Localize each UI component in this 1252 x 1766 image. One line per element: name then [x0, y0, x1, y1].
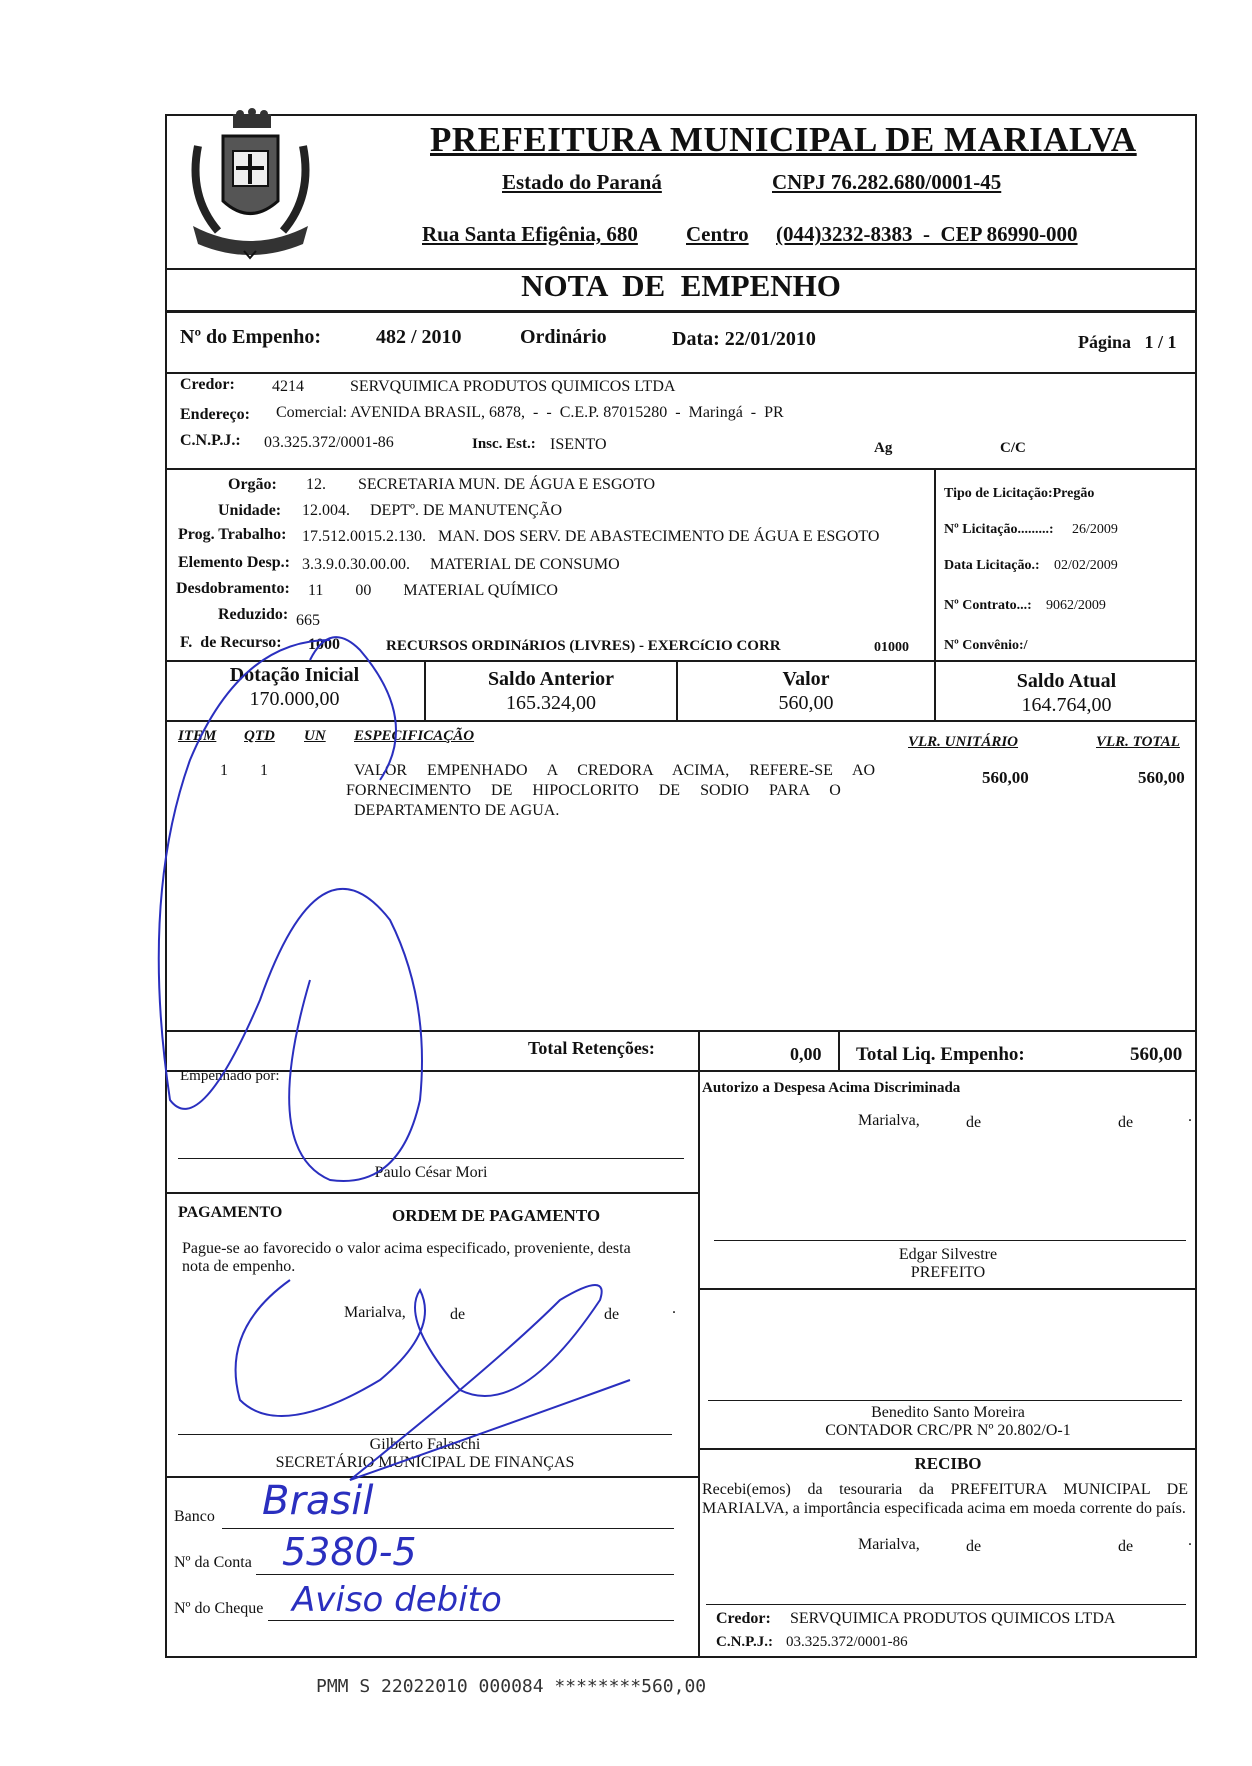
tipo-licitacao: Tipo de Licitação:Pregão: [944, 486, 1095, 501]
elemento-value: 3.3.9.0.30.00.00. MATERIAL DE CONSUMO: [302, 556, 620, 573]
fonte-description: RECURSOS ORDINáRIOS (LIVRES) - EXERCíCIO CORR: [386, 638, 781, 654]
conta-handwritten: 5380-5: [282, 1530, 417, 1574]
municipality-title: PREFEITURA MUNICIPAL DE MARIALVA: [430, 120, 1137, 159]
signer-finance-role: SECRETÁRIO MUNICIPAL DE FINANÇAS: [275, 1454, 575, 1471]
recibo-date-de2: de: [1118, 1538, 1134, 1555]
col-qtd: QTD: [244, 728, 275, 744]
desdobramento-value: 11 00 MATERIAL QUÍMICO: [308, 582, 558, 599]
col-specification: ESPECIFICAÇÃO: [354, 728, 475, 744]
orgao-value: 12. SECRETARIA MUN. DE ÁGUA E ESGOTO: [306, 476, 656, 493]
right-date-de1: de: [966, 1114, 982, 1131]
recibo-credor-label: Credor:: [716, 1610, 771, 1627]
prefeito-name: Edgar Silvestre: [898, 1246, 998, 1263]
unidade-label: Unidade:: [218, 502, 282, 519]
cheque-label: Nº do Cheque: [174, 1600, 264, 1617]
autorizo-text: Autorizo a Despesa Acima Discriminada: [702, 1080, 961, 1096]
insc-value: ISENTO: [550, 436, 607, 453]
fonte-code: 01000: [874, 640, 909, 655]
signer-finance: Gilberto Falaschi: [369, 1436, 481, 1453]
right-date-dot: .: [1188, 1108, 1192, 1125]
recibo-credor-name: SERVQUIMICA PRODUTOS QUIMICOS LTDA: [790, 1610, 1116, 1627]
recibo-heading: RECIBO: [914, 1454, 982, 1473]
row-qtd: 1: [260, 762, 268, 779]
fonte-label: F. de Recurso:: [180, 634, 282, 651]
credor-label: Credor:: [180, 376, 235, 393]
total-liquido-label: Total Liq. Empenho:: [856, 1044, 1025, 1065]
document-title: NOTA DE EMPENHO: [521, 268, 841, 303]
elemento-label: Elemento Desp.:: [178, 554, 290, 571]
phone-cep-label: (044)3232-8383 - CEP 86990-000: [776, 222, 1078, 246]
empenho-number: 482 / 2010: [376, 326, 462, 348]
address-label: Rua Santa Efigênia, 680: [422, 222, 638, 246]
dotacao-label: Dotação Inicial: [229, 664, 360, 686]
insc-label: Insc. Est.:: [472, 436, 536, 452]
contrato-value: 9062/2009: [1046, 598, 1106, 613]
dotacao-value: 170.000,00: [249, 688, 340, 710]
left-date-de1: de: [450, 1306, 466, 1323]
saldo-atual-label: Saldo Atual: [1016, 670, 1117, 692]
col-un: UN: [304, 728, 326, 744]
state-label: Estado do Paraná: [502, 170, 662, 194]
cnpj-label: CNPJ 76.282.680/0001-45: [772, 170, 1002, 194]
cnpj-field-label: C.N.P.J.:: [180, 432, 241, 449]
empenho-date: Data: 22/01/2010: [672, 328, 816, 350]
cheque-handwritten: Aviso debito: [292, 1580, 502, 1620]
credor-address: Comercial: AVENIDA BRASIL, 6878, - - C.E.P. 87015280 - Maringá - PR: [276, 404, 784, 421]
payment-stamp: PMM S 22022010 000084 ********560,00: [316, 1676, 707, 1697]
desdobramento-label: Desdobramento:: [176, 580, 290, 597]
right-date-de2: de: [1118, 1114, 1134, 1131]
district-label: Centro: [686, 222, 749, 246]
row-spec-line2: FORNECIMENTO DE HIPOCLORITO DE SODIO PARA O: [346, 782, 841, 799]
reduzido-label: Reduzido:: [218, 606, 289, 623]
left-date-de2: de: [604, 1306, 620, 1323]
contador-role: CONTADOR CRC/PR Nº 20.802/O-1: [825, 1422, 1071, 1439]
saldo-atual-value: 164.764,00: [1021, 694, 1112, 716]
contrato-label: Nº Contrato...:: [944, 598, 1032, 613]
right-city-date: Marialva,: [858, 1112, 920, 1129]
recibo-date-dot: .: [1188, 1532, 1192, 1549]
valor-label: Valor: [782, 668, 830, 690]
page-number: Página 1 / 1: [1078, 332, 1177, 352]
fonte-value: 1000: [308, 636, 340, 653]
left-date-dot: .: [672, 1300, 676, 1317]
total-retencoes-label: Total Retenções:: [528, 1038, 655, 1058]
recibo-date-de1: de: [966, 1538, 982, 1555]
total-retencoes-value: 0,00: [790, 1044, 822, 1064]
banco-label: Banco: [174, 1508, 215, 1525]
num-licitacao: 26/2009: [1072, 522, 1118, 537]
empenho-number-label: Nº do Empenho:: [180, 326, 322, 348]
row-item: 1: [220, 762, 228, 779]
left-city-date: Marialva,: [344, 1304, 406, 1321]
ordem-pagamento-heading: ORDEM DE PAGAMENTO: [392, 1206, 601, 1225]
address-field-label: Endereço:: [180, 406, 250, 423]
prog-label: Prog. Trabalho:: [178, 526, 287, 543]
convenio-label: Nº Convênio:/: [944, 638, 1028, 653]
row-unit-value: 560,00: [982, 768, 1029, 787]
contador-name: Benedito Santo Moreira: [871, 1404, 1025, 1421]
pagamento-heading: PAGAMENTO: [178, 1204, 283, 1221]
agency-label: Ag: [874, 440, 893, 456]
credor-cnpj: 03.325.372/0001-86: [264, 434, 394, 451]
reduzido-value: 665: [296, 612, 320, 629]
empenho-type: Ordinário: [520, 326, 607, 348]
total-liquido-value: 560,00: [1130, 1044, 1183, 1065]
empenhado-por-label: Empenhado por:: [180, 1068, 280, 1084]
row-spec-line1: VALOR EMPENHADO A CREDORA ACIMA, REFERE-SE AO: [354, 762, 876, 779]
signer-empenho: Paulo César Mori: [374, 1164, 488, 1181]
recibo-city-date: Marialva,: [858, 1536, 920, 1553]
orgao-label: Orgão:: [228, 476, 277, 493]
unidade-value: 12.004. DEPTº. DE MANUTENÇÃO: [302, 502, 563, 519]
account-label: C/C: [1000, 440, 1026, 456]
row-total-value: 560,00: [1138, 768, 1185, 787]
num-licitacao-label: Nº Licitação.........:: [944, 522, 1054, 537]
credor-name: SERVQUIMICA PRODUTOS QUIMICOS LTDA: [350, 378, 676, 395]
valor-value: 560,00: [778, 692, 834, 714]
col-item: ITEM: [178, 728, 217, 744]
recibo-cnpj: 03.325.372/0001-86: [786, 1634, 908, 1650]
data-licitacao: 02/02/2009: [1054, 558, 1118, 573]
col-unit-value: VLR. UNITÁRIO: [908, 734, 1019, 750]
recibo-text: Recebi(emos) da tesouraria da PREFEITURA MUNICIPAL DE MARIALVA, a importância especificada acima em moeda corrente do país.: [702, 1481, 1188, 1517]
recibo-cnpj-label: C.N.P.J.:: [716, 1634, 773, 1650]
col-total-value: VLR. TOTAL: [1096, 734, 1180, 750]
credor-code: 4214: [272, 378, 304, 395]
pague-text-line2: nota de empenho.: [182, 1258, 296, 1275]
prefeito-role: PREFEITO: [910, 1264, 986, 1281]
banco-handwritten: Brasil: [262, 1478, 374, 1524]
conta-label: Nº da Conta: [174, 1554, 252, 1571]
saldo-anterior-value: 165.324,00: [506, 692, 596, 714]
pague-text-line1: Pague-se ao favorecido o valor acima especificado, proveniente, desta: [182, 1240, 631, 1257]
data-licitacao-label: Data Licitação.:: [944, 558, 1040, 573]
row-spec-line3: DEPARTAMENTO DE AGUA.: [354, 802, 560, 819]
prog-value: 17.512.0015.2.130. MAN. DOS SERV. DE ABASTECIMENTO DE ÁGUA E ESGOTO: [302, 528, 880, 545]
saldo-anterior-label: Saldo Anterior: [487, 668, 615, 690]
